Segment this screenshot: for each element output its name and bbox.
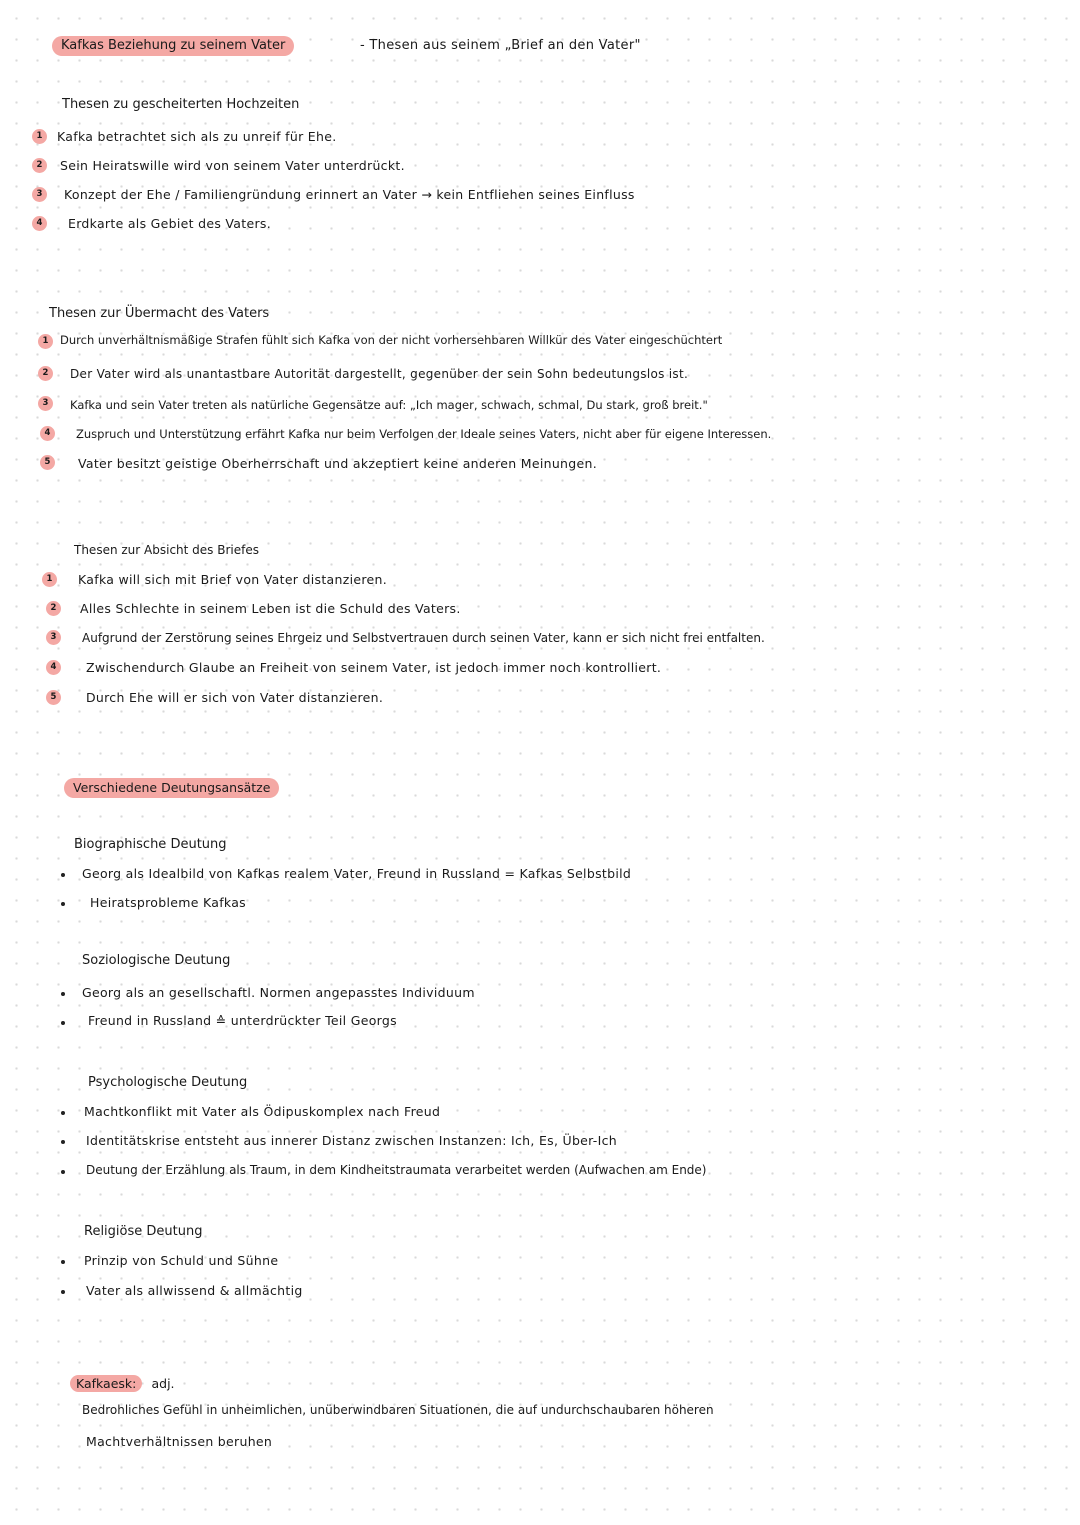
kafkaesk-line1: Bedrohliches Gefühl in unheimlichen, unüberwindbaren Situationen, die auf undurchschaubaren höheren [82, 1403, 714, 1417]
section2-heading: Thesen zur Übermacht des Vaters [49, 306, 270, 321]
bullet-point [61, 1021, 65, 1025]
number-badge: 2 [46, 601, 61, 616]
bullet-point [61, 1170, 65, 1174]
list-item: Vater besitzt geistige Oberherrschaft und akzeptiert keine anderen Meinungen. [78, 456, 598, 471]
group-heading-biographisch: Biographische Deutung [74, 837, 227, 852]
list-item: Heiratsprobleme Kafkas [90, 895, 246, 910]
number-badge: 2 [32, 158, 47, 173]
list-item: Vater als allwissend & allmächtig [86, 1283, 303, 1298]
list-item: Deutung der Erzählung als Traum, in dem Kindheitstraumata verarbeitet werden (Aufwachen am Ende) [86, 1163, 707, 1177]
number-badge: 4 [40, 426, 55, 441]
bullet-point [61, 902, 65, 906]
kafkaesk-line2: Machtverhältnissen beruhen [86, 1434, 273, 1449]
deutung-title [64, 777, 279, 798]
list-item: Durch unverhältnismäßige Strafen fühlt sich Kafka von der nicht vorhersehbaren Willkür des Vater eingeschüchtert [60, 333, 723, 347]
header-subtitle: - Thesen aus seinem „Brief an den Vater" [360, 38, 641, 53]
number-badge: 4 [32, 216, 47, 231]
page-header [52, 34, 294, 56]
kafkaesk-pos: adj. [151, 1376, 175, 1391]
list-item: Identitätskrise entsteht aus innerer Distanz zwischen Instanzen: Ich, Es, Über-Ich [86, 1133, 618, 1148]
title-highlight: Kafkas Beziehung zu seinem Vater [52, 36, 294, 56]
number-badge: 4 [46, 660, 61, 675]
number-badge: 1 [32, 129, 47, 144]
list-item: Der Vater wird als unantastbare Autorität dargestellt, gegenüber der sein Sohn bedeutungslos ist. [70, 367, 689, 381]
list-item: Sein Heiratswille wird von seinem Vater unterdrückt. [60, 158, 405, 173]
list-item: Kafka betrachtet sich als zu unreif für Ehe. [57, 129, 337, 144]
list-item: Durch Ehe will er sich von Vater distanzieren. [86, 690, 384, 705]
list-item: Zwischendurch Glaube an Freiheit von seinem Vater, ist jedoch immer noch kontrolliert. [86, 660, 662, 675]
number-badge: 1 [38, 334, 53, 349]
kafkaesk-definition [70, 1373, 175, 1392]
list-item: Georg als an gesellschaftl. Normen angepasstes Individuum [82, 985, 475, 1000]
bullet-point [61, 1140, 65, 1144]
list-item: Konzept der Ehe / Familiengründung erinnert an Vater → kein Entfliehen seines Einfluss [64, 187, 635, 202]
list-item: Kafka will sich mit Brief von Vater distanzieren. [78, 572, 387, 587]
bullet-point [61, 873, 65, 877]
list-item: Freund in Russland ≙ unterdrückter Teil Georgs [88, 1013, 397, 1028]
list-item: Kafka und sein Vater treten als natürliche Gegensätze auf: „Ich mager, schwach, schmal, Du stark, groß breit." [70, 398, 708, 412]
section3-heading: Thesen zur Absicht des Briefes [74, 543, 259, 557]
group-heading-soziologisch: Soziologische Deutung [82, 953, 231, 968]
bullet-point [61, 992, 65, 996]
bullet-point [61, 1290, 65, 1294]
list-item: Alles Schlechte in seinem Leben ist die Schuld des Vaters. [80, 601, 461, 616]
number-badge: 5 [40, 455, 55, 470]
number-badge: 3 [38, 396, 53, 411]
section1-heading: Thesen zu gescheiterten Hochzeiten [62, 97, 300, 112]
group-heading-psychologisch: Psychologische Deutung [88, 1075, 248, 1090]
bullet-point [61, 1111, 65, 1115]
number-badge: 2 [38, 366, 53, 381]
list-item: Prinzip von Schuld und Sühne [84, 1253, 279, 1268]
list-item: Aufgrund der Zerstörung seines Ehrgeiz und Selbstvertrauen durch seinen Vater, kann er sich nicht frei entfalten. [82, 631, 765, 645]
number-badge: 3 [46, 630, 61, 645]
kafkaesk-term: Kafkaesk: [70, 1375, 142, 1392]
bullet-point [61, 1260, 65, 1264]
number-badge: 3 [32, 187, 47, 202]
list-item: Georg als Idealbild von Kafkas realem Vater, Freund in Russland = Kafkas Selbstbild [82, 866, 632, 881]
number-badge: 5 [46, 690, 61, 705]
list-item: Zuspruch und Unterstützung erfährt Kafka nur beim Verfolgen der Ideale seines Vaters, nicht aber für eigene Interessen. [76, 427, 772, 441]
number-badge: 1 [42, 572, 57, 587]
list-item: Erdkarte als Gebiet des Vaters. [68, 216, 271, 231]
deutung-highlight: Verschiedene Deutungsansätze [64, 778, 279, 798]
list-item: Machtkonflikt mit Vater als Ödipuskomplex nach Freud [84, 1104, 441, 1119]
group-heading-religioes: Religiöse Deutung [84, 1224, 203, 1239]
